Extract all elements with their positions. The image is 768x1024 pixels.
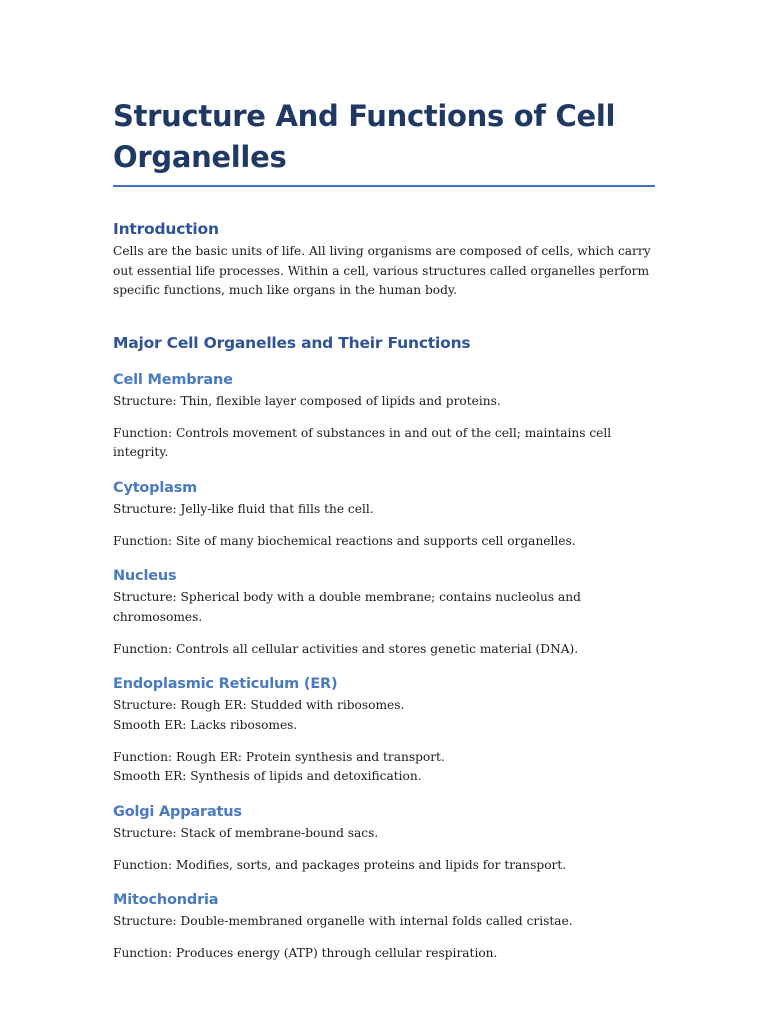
organelle-heading: Nucleus [113,568,177,584]
structure-line: Smooth ER: Lacks ribosomes. [113,717,298,732]
organelle-section [113,478,655,552]
structure-line: Structure: Double-membraned organelle with internal folds called cristae. [113,914,573,928]
organelle-heading: Cell Membrane [113,371,233,388]
organelle-structure [113,912,655,932]
function-line: Function: Produces energy (ATP) through cellular respiration. [113,946,498,960]
function-line: Function: Modifies, sorts, and packages proteins and lipids for transport. [113,857,567,872]
major-organelles-heading: Major Cell Organelles and Their Functions [113,333,471,352]
structure-line: Structure: Rough ER: Studded with ribosomes. [113,698,405,712]
organelle-section [113,370,655,463]
organelle-function [113,424,655,463]
organelle-function [113,944,655,964]
organelle-structure [113,500,655,520]
structure-line: Structure: Jelly-like fluid that fills the cell. [113,501,374,516]
function-line: Function: Site of many biochemical reactions and supports cell organelles. [113,533,576,548]
structure-line: Structure: Stack of membrane-bound sacs. [113,825,379,840]
document-page [113,96,655,964]
organelle-structure [113,392,655,412]
title-underline [113,185,655,187]
organelle-heading: Endoplasmic Reticulum (ER) [113,676,338,692]
organelle-function [113,640,655,660]
introduction-paragraph: Cells are the basic units of life. All living organisms are composed of cells, which carry out essential life processes. Within a cell, various structures called organelles perform specific functions, much like organs in the human body. [113,244,651,297]
structure-line: Structure: Thin, flexible layer composed of lipids and proteins. [113,393,501,408]
structure-line: Structure: Spherical body with a double membrane; contains nucleolus and chromosomes. [113,590,581,624]
organelle-structure [113,824,655,844]
function-line: Function: Controls movement of substances in and out of the cell; maintains cell integrity. [113,425,612,459]
organelle-function [113,856,655,876]
organelle-section [113,890,655,964]
function-line: Function: Controls all cellular activities and stores genetic material (DNA). [113,641,579,656]
organelle-section [113,566,655,659]
function-line: Function: Rough ER: Protein synthesis and transport. [113,749,445,764]
organelle-function [113,748,655,787]
document-title: Structure And Functions of Cell Organelles [113,99,616,174]
introduction-heading: Introduction [113,220,219,238]
organelle-function [113,532,655,552]
organelle-structure [113,696,655,735]
organelle-heading: Cytoplasm [113,479,198,496]
organelle-heading: Golgi Apparatus [113,803,242,820]
organelle-list [113,370,655,964]
organelle-heading: Mitochondria [113,892,219,908]
organelle-section [113,674,655,787]
function-line: Smooth ER: Synthesis of lipids and detoxification. [113,769,422,783]
organelle-section [113,802,655,876]
organelle-structure [113,588,655,627]
